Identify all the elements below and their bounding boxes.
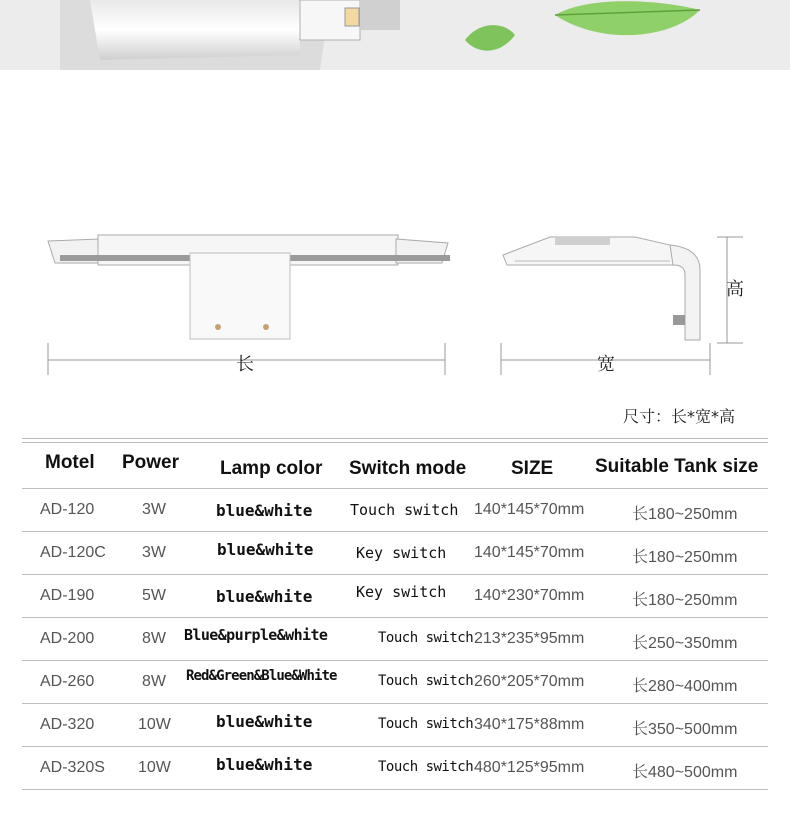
cell-lamp-color: blue&white	[216, 501, 313, 520]
cell-lamp-color: Blue&purple&white	[184, 626, 328, 644]
cell-lamp-color: blue&white	[216, 587, 313, 606]
table-row	[22, 575, 768, 618]
cell-model: AD-120C	[40, 544, 106, 561]
cell-model: AD-260	[40, 673, 95, 690]
cell-switch-mode: Touch switch	[378, 716, 474, 732]
cell-model: AD-120	[40, 501, 95, 518]
cell-size: 140*230*70mm	[474, 587, 585, 604]
cell-size: 140*145*70mm	[474, 501, 585, 518]
cell-switch-mode: Touch switch	[378, 630, 474, 646]
top-banner-photo	[0, 0, 790, 70]
table-top-rule-2	[22, 442, 768, 443]
cell-switch-mode: Key switch	[356, 544, 447, 562]
size-caption: 尺寸：长*宽*高	[623, 407, 736, 426]
header-tank-size: Suitable Tank size	[595, 456, 759, 477]
cell-switch-mode: Touch switch	[378, 759, 474, 775]
cell-size: 260*205*70mm	[474, 673, 585, 690]
header-size: SIZE	[511, 458, 554, 479]
table-row	[22, 704, 768, 747]
cell-tank: 长180~250mm	[632, 592, 738, 609]
header-lamp-color: Lamp color	[220, 458, 323, 479]
cell-tank: 长180~250mm	[632, 549, 738, 566]
cell-power: 5W	[142, 587, 166, 604]
table-row	[22, 489, 768, 532]
cell-model: AD-320	[40, 716, 95, 733]
cell-lamp-color: blue&white	[216, 712, 313, 731]
cell-size: 140*145*70mm	[474, 544, 585, 561]
cell-size: 340*175*88mm	[474, 716, 585, 733]
cell-switch-mode: Touch switch	[350, 501, 459, 519]
side-view-drawing	[495, 225, 755, 375]
cell-tank: 长180~250mm	[632, 506, 738, 523]
cell-size: 213*235*95mm	[474, 630, 585, 647]
cell-switch-mode: Touch switch	[378, 673, 474, 689]
table-row	[22, 661, 768, 704]
cell-switch-mode: Key switch	[356, 583, 447, 601]
cell-power: 10W	[138, 759, 171, 776]
cell-tank: 长250~350mm	[632, 635, 738, 652]
cell-model: AD-320S	[40, 759, 105, 776]
cell-tank: 长350~500mm	[632, 721, 738, 738]
cell-model: AD-190	[40, 587, 95, 604]
banner-illustration	[0, 0, 790, 70]
header-power: Power	[122, 452, 180, 473]
cell-lamp-color: Red&Green&Blue&White	[186, 668, 337, 684]
length-label: 长	[236, 354, 254, 375]
table-row	[22, 618, 768, 661]
cell-power: 10W	[138, 716, 171, 733]
cell-model: AD-200	[40, 630, 95, 647]
cell-lamp-color: blue&white	[217, 540, 314, 559]
table-row	[22, 532, 768, 575]
cell-power: 3W	[142, 544, 166, 561]
width-label: 宽	[597, 354, 615, 375]
header-switch-mode: Switch mode	[349, 458, 467, 479]
cell-power: 8W	[142, 673, 166, 690]
table-row	[22, 747, 768, 790]
cell-power: 8W	[142, 630, 166, 647]
header-model: Motel	[45, 452, 95, 473]
cell-tank: 长480~500mm	[632, 764, 738, 781]
table-top-rule	[22, 438, 768, 439]
height-label: 高	[726, 279, 744, 300]
cell-size: 480*125*95mm	[474, 759, 585, 776]
cell-power: 3W	[142, 501, 166, 518]
cell-lamp-color: blue&white	[216, 755, 313, 774]
cell-tank: 长280~400mm	[632, 678, 738, 695]
